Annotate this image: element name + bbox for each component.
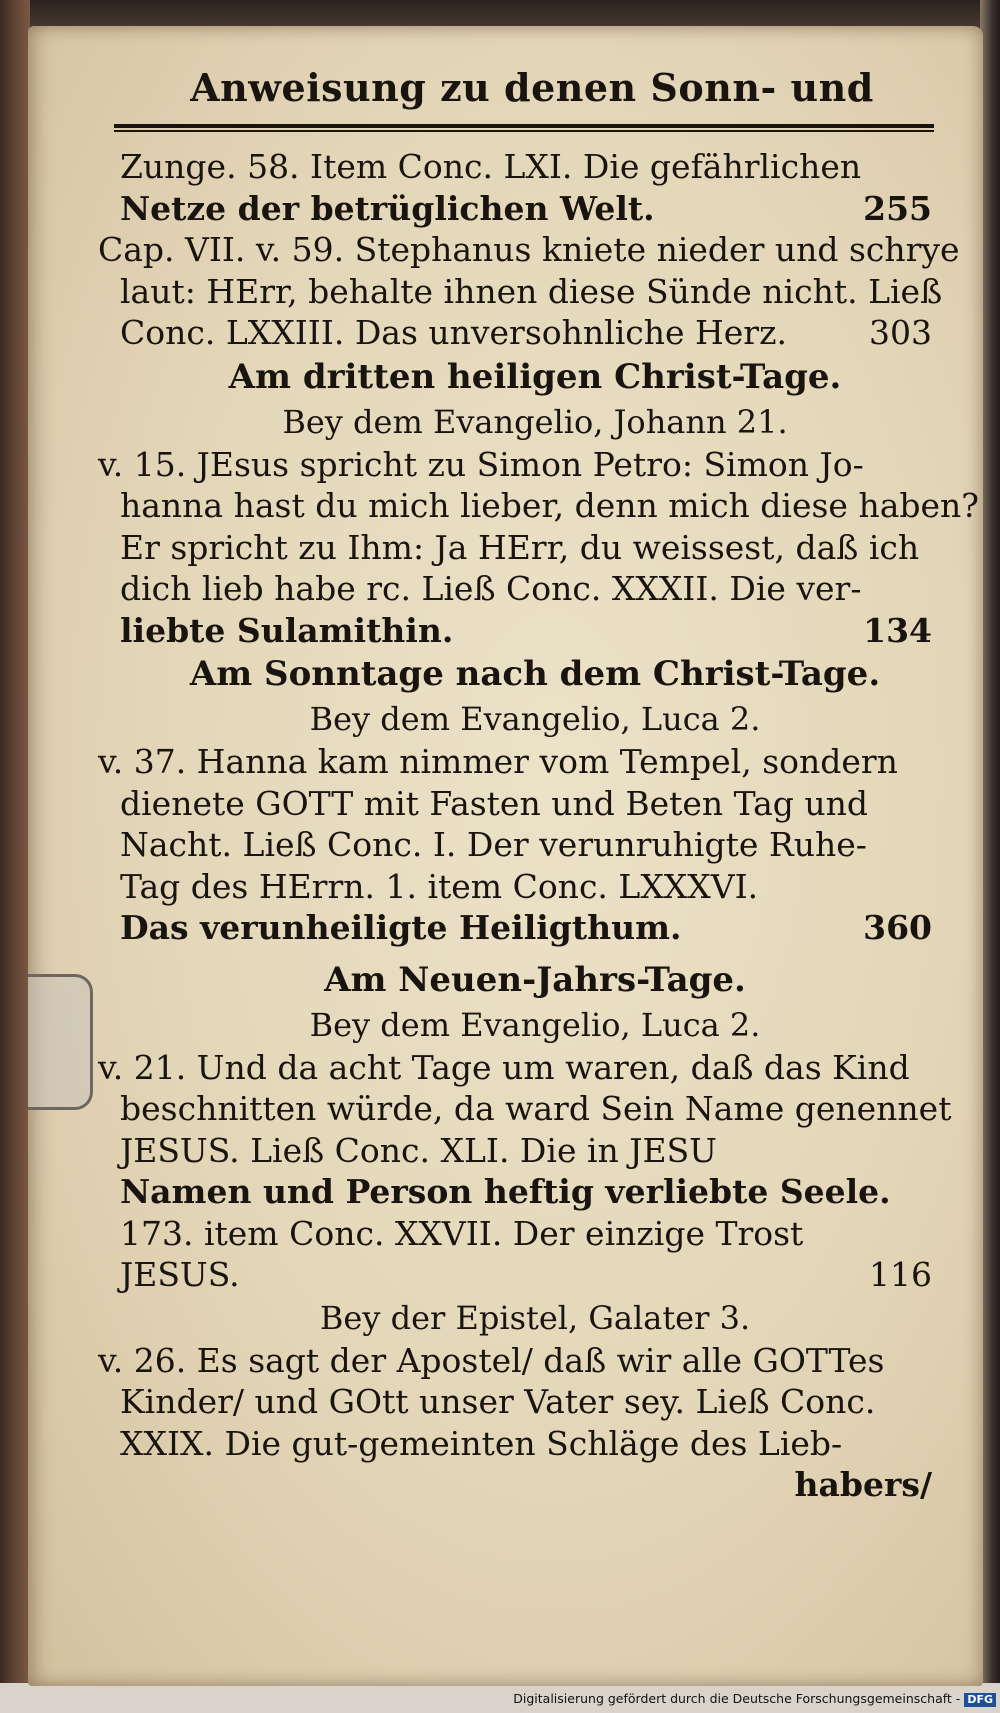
section-subheading: Bey der Epistel, Galater 3. [319, 1298, 751, 1337]
text-line [98, 444, 950, 486]
line-text: v. 21. Und da acht Tage um waren, daß das Kind [98, 1047, 910, 1087]
text-line [120, 188, 950, 230]
section-subheading: Bey dem Evangelio, Luca 2. [309, 1005, 761, 1044]
line-text: Tag des HErrn. 1. item Conc. LXXXVI. [120, 866, 759, 906]
line-text: v. 37. Hanna kam nimmer vom Tempel, sondern [98, 742, 898, 781]
book-edge-right [980, 0, 1000, 1713]
page-text [98, 60, 979, 1506]
line-text: beschnitten würde, da ward Sein Name genennet [120, 1089, 952, 1128]
line-text: Conc. LXXIII. Das unversohnliche Herz. [120, 313, 787, 352]
digitization-credit [513, 1691, 996, 1707]
section-subheading: Bey dem Evangelio, Luca 2. [309, 700, 761, 738]
text-line [120, 824, 950, 866]
text-line [120, 146, 950, 188]
text-line [120, 907, 950, 949]
credit-text: Digitalisierung gefördert durch die Deutsche Forschungsgemeinschaft - [513, 1691, 961, 1706]
text-line [98, 1340, 950, 1382]
text-line [120, 271, 950, 313]
line-text: hanna hast du mich lieber, denn mich diese haben? [120, 486, 979, 525]
line-text: Kinder/ und GOtt unser Vater sey. Ließ Conc. [120, 1382, 876, 1421]
line-text: v. 15. JEsus spricht zu Simon Petro: Simon Jo- [98, 444, 864, 484]
line-text: 173. item Conc. XXVII. Der einzige Trost [120, 1213, 804, 1253]
text-line [120, 312, 950, 354]
section-subheading: Bey dem Evangelio, Johann 21. [282, 402, 788, 441]
section-heading: Am Sonntage nach dem Christ-Tage. [189, 654, 881, 694]
section-heading: Am dritten heiligen Christ-Tage. [228, 356, 842, 397]
text-line [120, 1254, 950, 1296]
dfg-logo: DFG [964, 1693, 996, 1707]
page-ref: 303 [869, 313, 932, 352]
text-line [120, 1213, 950, 1255]
text-line [120, 610, 950, 652]
section-d [98, 1047, 952, 1296]
text-line [120, 1171, 950, 1213]
text-line [98, 741, 950, 783]
line-text: Netze der betrüglichen Welt. [120, 188, 655, 228]
line-text: Das verunheiligte Heiligthum. [120, 908, 682, 947]
header-rule [114, 124, 934, 132]
text-line [120, 783, 950, 825]
page-ref: 134 [863, 610, 932, 650]
running-head: Anweisung zu denen Sonn- und [190, 65, 874, 110]
section-e [98, 1340, 950, 1506]
line-text: Namen und Person heftig verliebte Seele. [120, 1172, 891, 1211]
text-line [120, 485, 979, 527]
book-edge-left [0, 0, 30, 1713]
text-line [120, 1464, 950, 1506]
line-text: Zunge. 58. Item Conc. LXI. Die gefährlichen [120, 147, 862, 186]
line-text: Cap. VII. v. 59. Stephanus kniete nieder und schrye [98, 230, 960, 269]
text-line [98, 229, 960, 271]
text-line [120, 1088, 950, 1130]
section-a [98, 146, 960, 354]
text-line [120, 527, 950, 569]
line-text: JESUS. Ließ Conc. XLI. Die in JESU [120, 1130, 717, 1170]
line-text: laut: HErr, behalte ihnen diese Sünde nicht. Ließ [120, 271, 943, 311]
text-line [120, 568, 950, 610]
text-line [120, 1423, 950, 1465]
page-clip [28, 974, 93, 1110]
page-ref: 255 [863, 188, 932, 228]
line-text: JESUS. [120, 1255, 240, 1294]
text-line [120, 866, 950, 908]
line-text: liebte Sulamithin. [120, 610, 454, 650]
catchword: habers/ [794, 1465, 932, 1504]
section-b [98, 444, 979, 652]
section-c [98, 741, 950, 949]
line-text: Nacht. Ließ Conc. I. Der verunruhigte Ruhe- [120, 825, 867, 864]
text-line [120, 1130, 950, 1172]
line-text: dienete GOTT mit Fasten und Beten Tag und [120, 783, 869, 823]
section-heading: Am Neuen-Jahrs-Tage. [324, 959, 746, 1000]
page-ref: 116 [869, 1255, 932, 1294]
line-text: Er spricht zu Ihm: Ja HErr, du weissest, daß ich [120, 527, 920, 567]
line-text: XXIX. Die gut-gemeinten Schläge des Lieb- [120, 1423, 843, 1463]
text-line [120, 1381, 950, 1423]
text-line [98, 1047, 950, 1089]
page-ref: 360 [863, 908, 932, 947]
line-text: v. 26. Es sagt der Apostel/ daß wir alle GOTTes [98, 1340, 885, 1380]
line-text: dich lieb habe rc. Ließ Conc. XXXII. Die ver- [120, 569, 862, 608]
